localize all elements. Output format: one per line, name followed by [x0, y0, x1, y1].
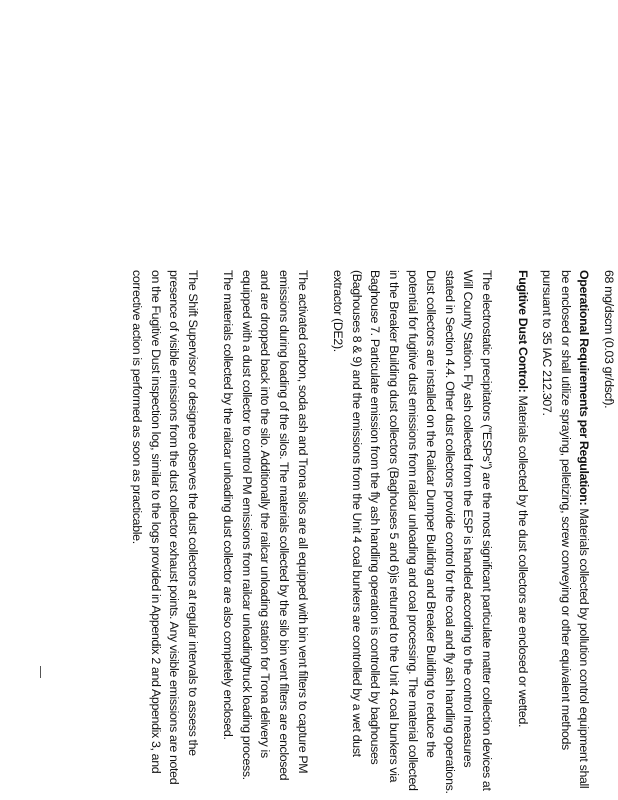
- fugitive-dust-control-label: Fugitive Dust Control:: [515, 270, 530, 393]
- paragraph-inspection: The Shift Supervisor or designee observes the dust collectors at regular intervals to assess the presence of visible emissions from the dust collector exhaust points. Any visible emissions are noted on the Fugitive Dust inspection log, similar to the logs provided in Appendix 2 and Appendix 3, and corrective action is performed as soon as practicable.: [129, 270, 200, 785]
- rotated-text-block: [66, 270, 618, 795]
- paragraph-esp: The electrostatic precipitators ("ESPs") are the most significant particulate matter collection devices at Will County Station. Fly ash collected from the ESP is handled according to the control measures stated in Section 4.4. Other dust collectors provide control for the coal and fly ash handling operations. Dust collectors are installed on the Railcar Dumper Building and Breaker Building to reduce the potential for fugitive dust emissions from railcar unloading and coal processing. The material collected in the Breaker Building dust collectors (Baghouses 5 and 6)is returned to the Unit 4 coal bunkers via Baghouse 7. Particulate emission from the fly ash handling operation is controlled by baghouses (Baghouses 8 & 9) and the emissions from the Unit 4 coal bunkers are controlled by a wet dust extractor (DE2).: [331, 270, 495, 794]
- operational-requirements-label: Operational Requirements per Regulation:: [577, 270, 592, 506]
- fugitive-dust-control: [513, 270, 532, 795]
- paragraph-silos: The activated carbon, soda ash and Trona silos are all equipped with bin vent filters to capture PM emissions during loading of the silos. The materials collected by the silo bin vent filters are enclosed and are dropped back into the silo. Additionally the railcar unloading station for Trona delivery is equipped with a dust collector to control PM emissions from railcar unloading/truck loading process. The materials collected by the railcar unloading dust collector are also completely enclosed.: [221, 270, 310, 781]
- top-line: 68 mg/dscm (0.03 gr/dscf).: [602, 270, 616, 409]
- operational-requirements: [538, 270, 594, 795]
- scan-mark: [40, 666, 41, 678]
- fugitive-dust-control-text: Materials collected by the dust collectors are enclosed or wetted.: [515, 395, 530, 728]
- operational-requirements-text: Materials collected by pollution control equipment shall be enclosed or shall utilize spraying, pelletizing, screw conveying or other equivalent methods pursuant to 35 IAC 212.307.: [540, 270, 592, 789]
